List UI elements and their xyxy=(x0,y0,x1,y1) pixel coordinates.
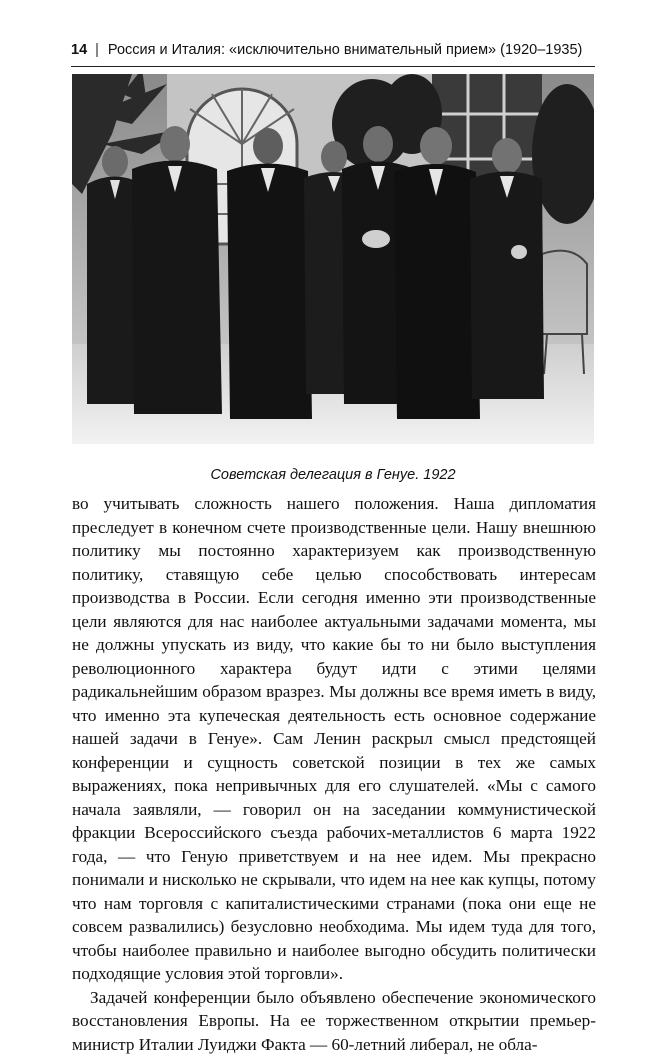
paragraph-2: Задачей конференции было объявлено обеспечение экономического восстановления Европы. На ее торжественном открытии премьер-министр Италии Луиджи Факта — 60-летний либерал, не обла- xyxy=(72,986,596,1056)
page-number: 14 xyxy=(71,40,87,60)
delegate-6 xyxy=(394,127,480,419)
delegate-7 xyxy=(470,138,544,399)
photo-caption: Советская делегация в Генуе. 1922 xyxy=(72,466,594,484)
running-title: Россия и Италия: «исключительно внимательный прием» (1920–1935) xyxy=(108,40,582,60)
header-separator: | xyxy=(95,40,99,60)
running-header xyxy=(71,40,595,67)
body-text xyxy=(72,492,596,1056)
delegation-photo xyxy=(72,74,594,444)
paragraph-1: во учитывать сложность нашего положения. Наша дипломатия преследует в конечном счете производственные цели. Нашу внешнюю политику мы постоянно характеризуем как производственную политику, ставящую себе целью способствовать интересам производства в России. Если сегодня именно эти производственные цели являются для нас наиболее актуальными задачами момента, мы не должны упускать из виду, что какие бы то ни было выступления революционного характера будут идти с этими целями радикальнейшим образом вразрез. Мы должны все время иметь в виду, что именно эта купеческая деятельность есть основное содержание нашей задачи в Генуе». Сам Ленин раскрыл смысл предстоящей конференции и сущность советской позиции в тех же самых выражениях, пока непривычных для его слушателей. «Мы с самого начала заявляли, — говорил он на заседании коммунистической фракции Всероссийского съезда рабочих-металлистов 6 марта 1922 года, — что Геную приветствуем и на нее идем. Мы прекрасно понимали и нисколько не скрывали, что идем на нее как купцы, потому что нам торговля с капиталистическими странами (пока они еще не совсем развалились) безусловно необходима. Мы идем туда для того, чтобы наиболее правильно и наиболее выгодно обсудить политически подходящие условия этой торговли». xyxy=(72,492,596,986)
delegate-2 xyxy=(132,126,222,414)
delegate-3 xyxy=(227,128,312,419)
